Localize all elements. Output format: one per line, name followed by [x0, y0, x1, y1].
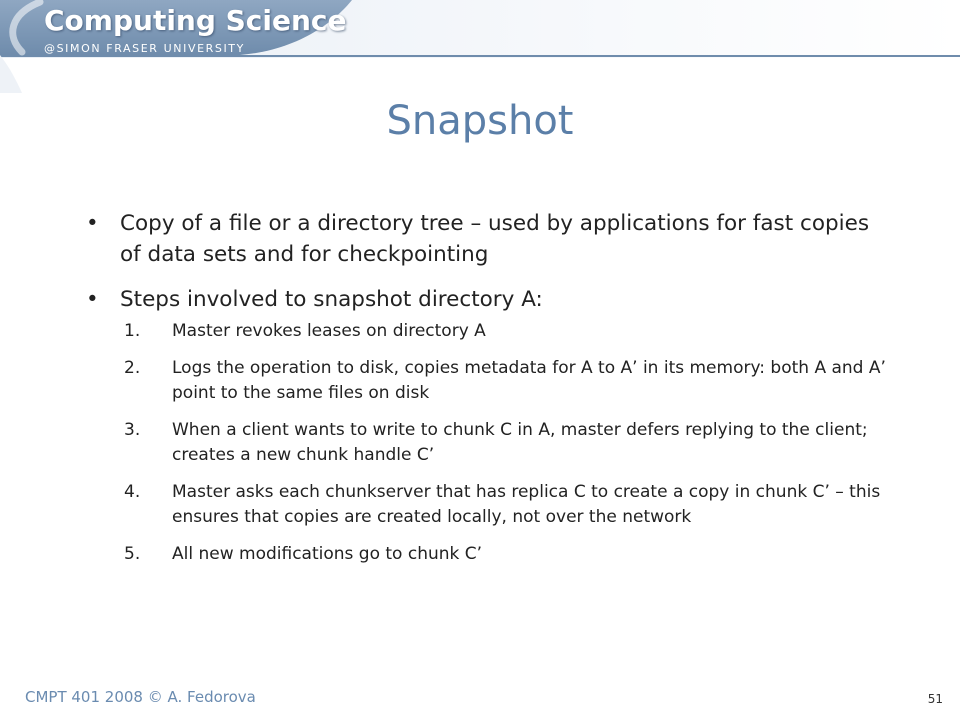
header-title: Computing Science [44, 4, 347, 37]
step-number: 2. [124, 358, 141, 378]
step-item [114, 480, 886, 530]
step-text: All new modifications go to chunk C’ [172, 544, 483, 564]
step-item [114, 542, 886, 567]
step-number: 4. [124, 482, 141, 502]
slide-title: Snapshot [386, 98, 574, 144]
steps-list [114, 319, 886, 567]
bullet-text: Copy of a file or a directory tree – used by applications for fast copies of data sets and for checkpointing [120, 211, 870, 267]
footer-credit: CMPT 401 2008 © A. Fedorova [25, 688, 256, 706]
step-number: 5. [124, 544, 141, 564]
step-item [114, 319, 886, 344]
page-number: 51 [927, 692, 943, 706]
step-text: Master asks each chunkserver that has replica C to create a copy in chunk C’ – this ensures that copies are created locally, not over the network [172, 482, 881, 527]
step-text: Logs the operation to disk, copies metadata for A to A’ in its memory: both A and A’ point to the same files on disk [172, 358, 886, 403]
header-banner [0, 0, 960, 95]
bullet-list [86, 208, 886, 581]
step-text: Master revokes leases on directory A [172, 321, 486, 341]
bullet-marker: • [86, 287, 99, 312]
step-item [114, 418, 886, 468]
step-number: 3. [124, 420, 141, 440]
header-subtitle: @SIMON FRASER UNIVERSITY [44, 42, 245, 55]
step-text: When a client wants to write to chunk C in A, master defers replying to the client; creates a new chunk handle C’ [172, 420, 868, 465]
bullet-item [86, 208, 886, 270]
bullet-marker: • [86, 211, 99, 236]
bullet-text: Steps involved to snapshot directory A: [120, 287, 543, 312]
step-number: 1. [124, 321, 141, 341]
bullet-item [86, 284, 886, 567]
step-item [114, 356, 886, 406]
